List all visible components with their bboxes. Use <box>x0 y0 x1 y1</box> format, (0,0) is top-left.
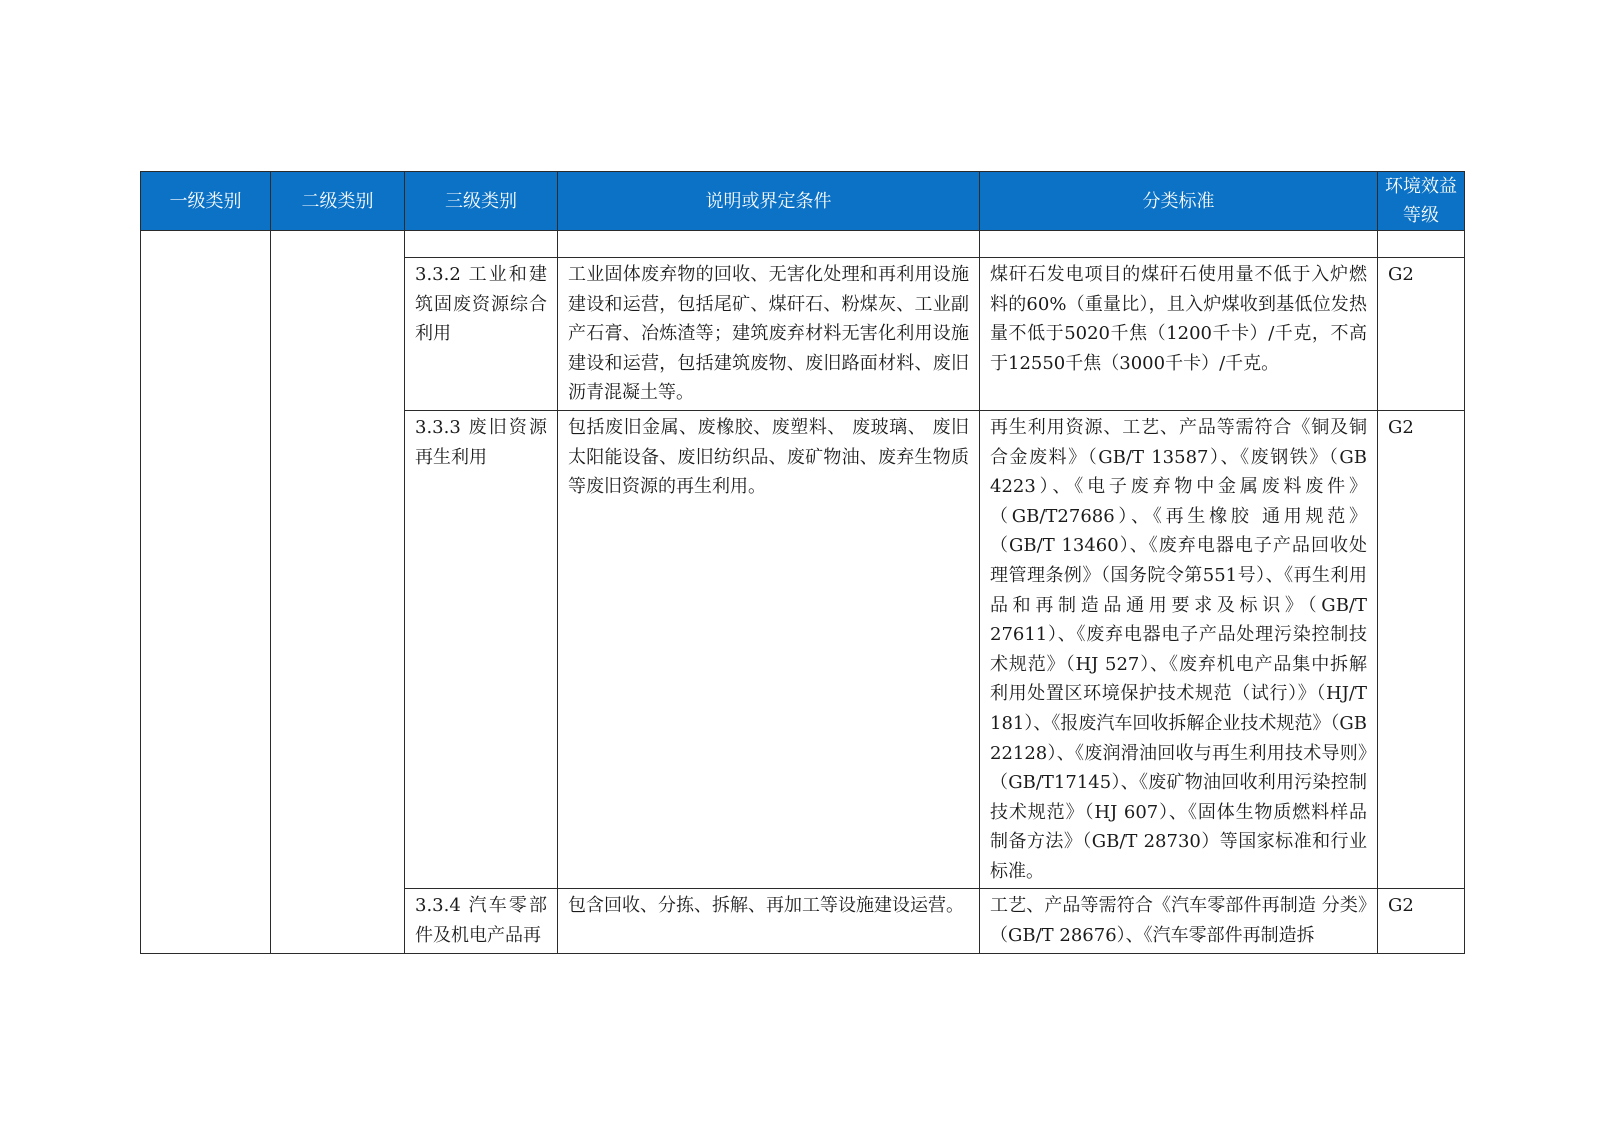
table-row-continuation <box>141 231 1465 258</box>
empty-cell <box>1378 231 1465 258</box>
header-level3: 三级类别 <box>405 172 558 231</box>
description-cell: 包含回收、分拣、拆解、再加工等设施建设运营。 <box>558 889 980 953</box>
empty-cell <box>980 231 1378 258</box>
header-standard: 分类标准 <box>980 172 1378 231</box>
empty-cell <box>405 231 558 258</box>
description-cell: 包括废旧金属、废橡胶、废塑料、 废玻璃、 废旧太阳能设备、废旧纺织品、废矿物油、废弃生物质等废旧资源的再生利用。 <box>558 410 980 889</box>
env-level-cell: G2 <box>1378 258 1465 411</box>
level1-cell <box>141 231 271 954</box>
standard-cell: 工艺、产品等需符合《汽车零部件再制造 分类》（GB/T 28676）、《汽车零部件再制造拆 <box>980 889 1378 953</box>
env-level-cell: G2 <box>1378 889 1465 953</box>
env-level-cell: G2 <box>1378 410 1465 889</box>
header-level1: 一级类别 <box>141 172 271 231</box>
classification-table <box>140 171 1465 954</box>
empty-cell <box>558 231 980 258</box>
header-env-level: 环境效益等级 <box>1378 172 1465 231</box>
table-header-row <box>141 172 1465 231</box>
level2-cell <box>271 231 405 954</box>
description-cell: 工业固体废弃物的回收、无害化处理和再利用设施建设和运营，包括尾矿、煤矸石、粉煤灰、工业副产石膏、冶炼渣等；建筑废弃材料无害化利用设施建设和运营，包括建筑废物、废旧路面材料、废旧沥青混凝土等。 <box>558 258 980 411</box>
level3-cell: 3.3.3 废旧资源再生利用 <box>405 410 558 889</box>
level3-cell: 3.3.2 工业和建筑固废资源综合利用 <box>405 258 558 411</box>
standard-cell: 煤矸石发电项目的煤矸石使用量不低于入炉燃料的60%（重量比），且入炉煤收到基低位发热量不低于5020千焦（1200千卡）/千克，不高于12550千焦（3000千卡）/千克。 <box>980 258 1378 411</box>
header-level2: 二级类别 <box>271 172 405 231</box>
level3-cell: 3.3.4 汽车零部件及机电产品再 <box>405 889 558 953</box>
standard-cell: 再生利用资源、工艺、产品等需符合《铜及铜合金废料》（GB/T 13587）、《废钢铁》（GB 4223）、《电子废弃物中金属废料废件》（GB/T27686）、《再生橡胶 通用规范》（GB/T 13460）、《废弃电器电子产品回收处理管理条例》（国务院令第551号）、《再生利用品和再制造品通用要求及标识》（GB/T 27611）、《废弃电器电子产品处理污染控制技术规范》（HJ 527）、《废弃机电产品集中拆解利用处置区环境保护技术规范（试行）》（HJ/T 181）、《报废汽车回收拆解企业技术规范》（GB 22128）、《废润滑油回收与再生利用技术导则》（GB/T17145）、《废矿物油回收利用污染控制技术规范》（HJ 607）、《固体生物质燃料样品制备方法》（GB/T 28730）等国家标准和行业标准。 <box>980 410 1378 889</box>
header-description: 说明或界定条件 <box>558 172 980 231</box>
